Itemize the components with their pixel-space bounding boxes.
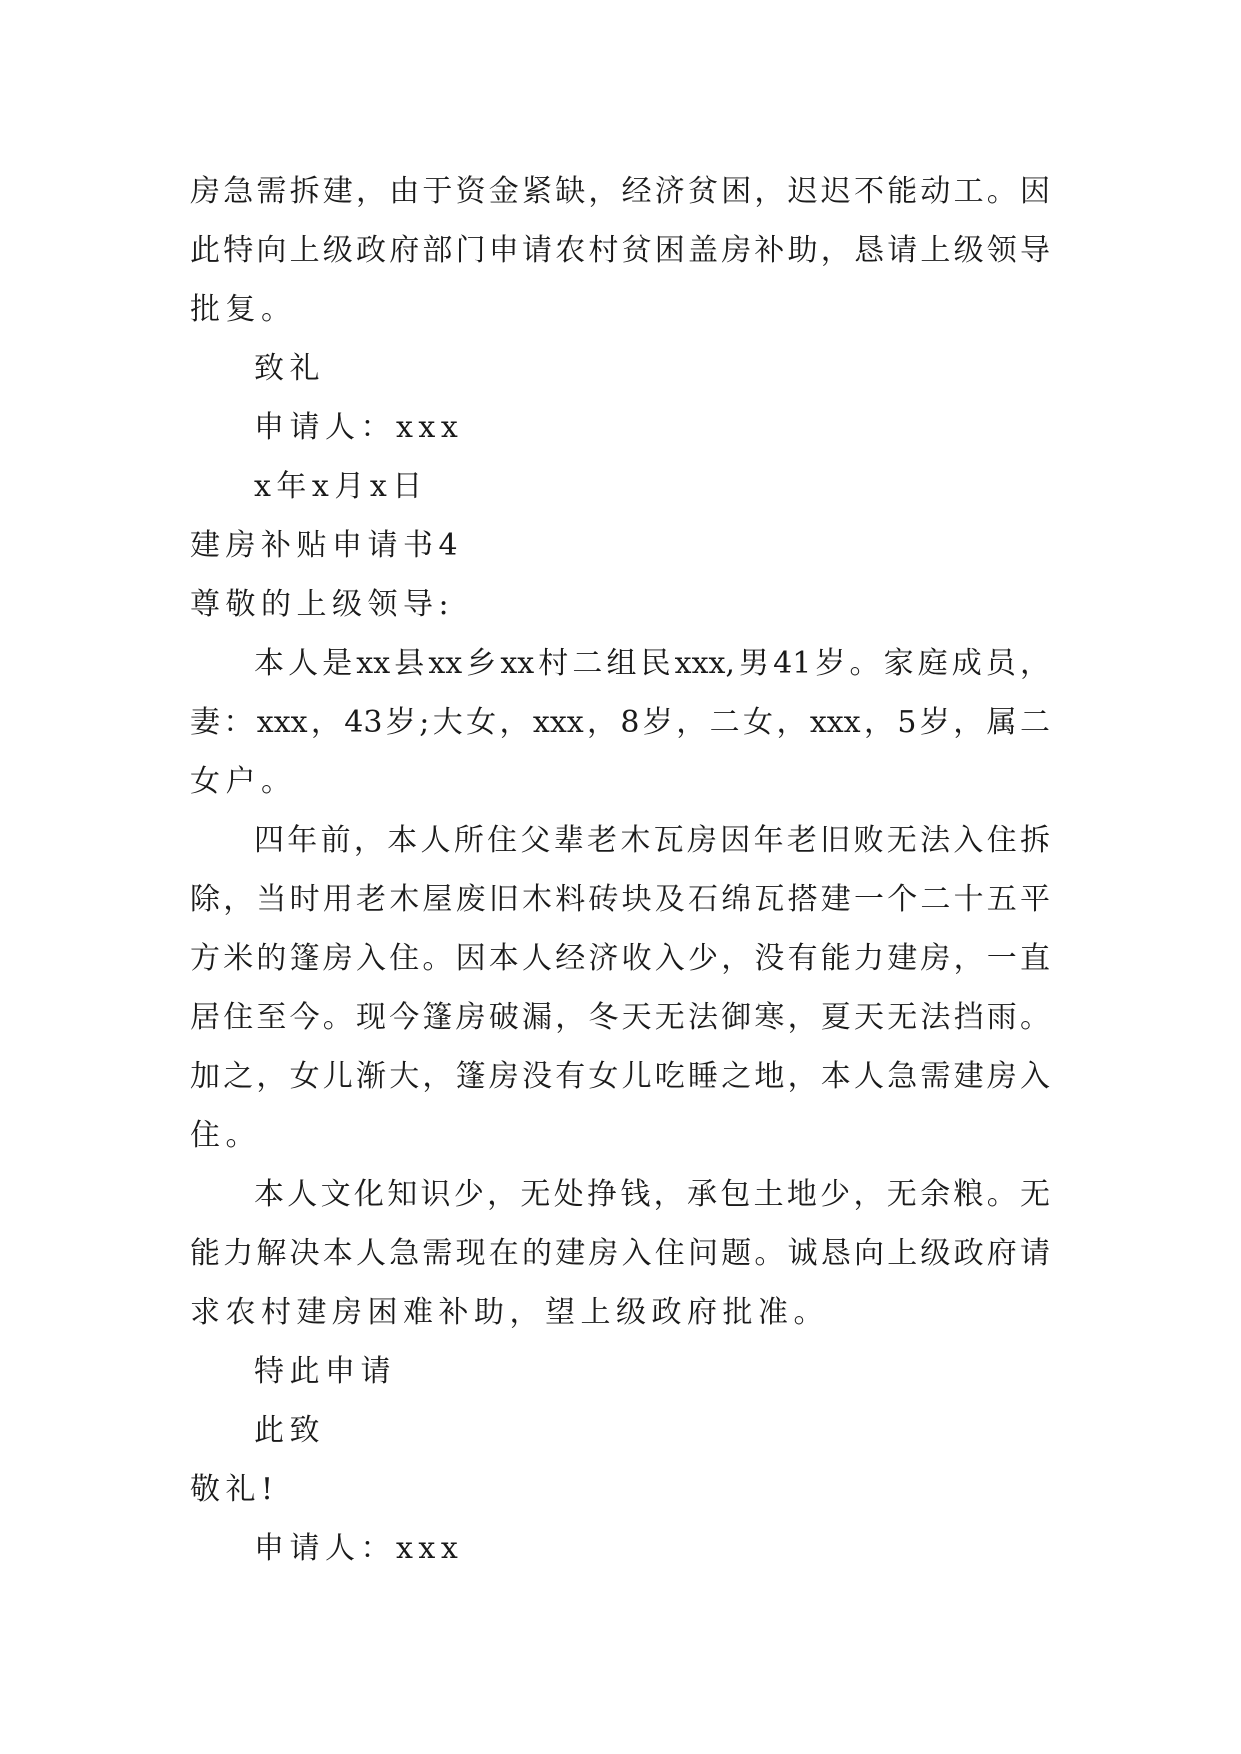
paragraph-line: 批复。 [190, 292, 297, 327]
paragraph-line: 住。 [190, 1118, 261, 1153]
paragraph-line: 四年前，本人所住父辈老木瓦房因年老旧败无法入住拆 [254, 823, 1050, 858]
paragraph-line: 此特向上级政府部门申请农村贫困盖房补助，恳请上级领导 [190, 233, 1050, 268]
section-title: 建房补贴申请书4 [190, 528, 464, 563]
closing-phrase: 此致 [254, 1413, 325, 1448]
paragraph-line: 本人文化知识少，无处挣钱，承包土地少，无余粮。无 [254, 1177, 1050, 1212]
document-body [190, 162, 1050, 1578]
paragraph-line: 女户。 [190, 764, 297, 799]
paragraph-line: 加之，女儿渐大，篷房没有女儿吃睡之地，本人急需建房入 [190, 1059, 1050, 1094]
paragraph-line: 妻：xxx，43岁;大女，xxx，8岁，二女，xxx，5岁，属二 [190, 705, 1050, 740]
paragraph-line: 能力解决本人急需现在的建房入住问题。诚恳向上级政府请 [190, 1236, 1050, 1271]
closing-salutation: 敬礼! [190, 1472, 279, 1507]
applicant-signature: 申请人：xxx [254, 410, 464, 445]
paragraph-line: 除，当时用老木屋废旧木料砖块及石绵瓦搭建一个二十五平 [190, 882, 1050, 917]
paragraph-line: 本人是xx县xx乡xx村二组民xxx,男41岁。家庭成员， [254, 646, 1050, 681]
closing-salutation: 致礼 [254, 351, 325, 386]
paragraph-line: 房急需拆建，由于资金紧缺，经济贫困，迟迟不能动工。因 [190, 174, 1050, 209]
paragraph-line: 方米的篷房入住。因本人经济收入少，没有能力建房，一直 [190, 941, 1050, 976]
date-line: x年x月x日 [254, 469, 428, 504]
applicant-signature: 申请人：xxx [254, 1531, 464, 1566]
paragraph-line: 居住至今。现今篷房破漏，冬天无法御寒，夏天无法挡雨。 [190, 1000, 1050, 1035]
closing-phrase: 特此申请 [254, 1354, 396, 1389]
paragraph-line: 求农村建房困难补助，望上级政府批准。 [190, 1295, 829, 1330]
greeting: 尊敬的上级领导: [190, 587, 455, 622]
